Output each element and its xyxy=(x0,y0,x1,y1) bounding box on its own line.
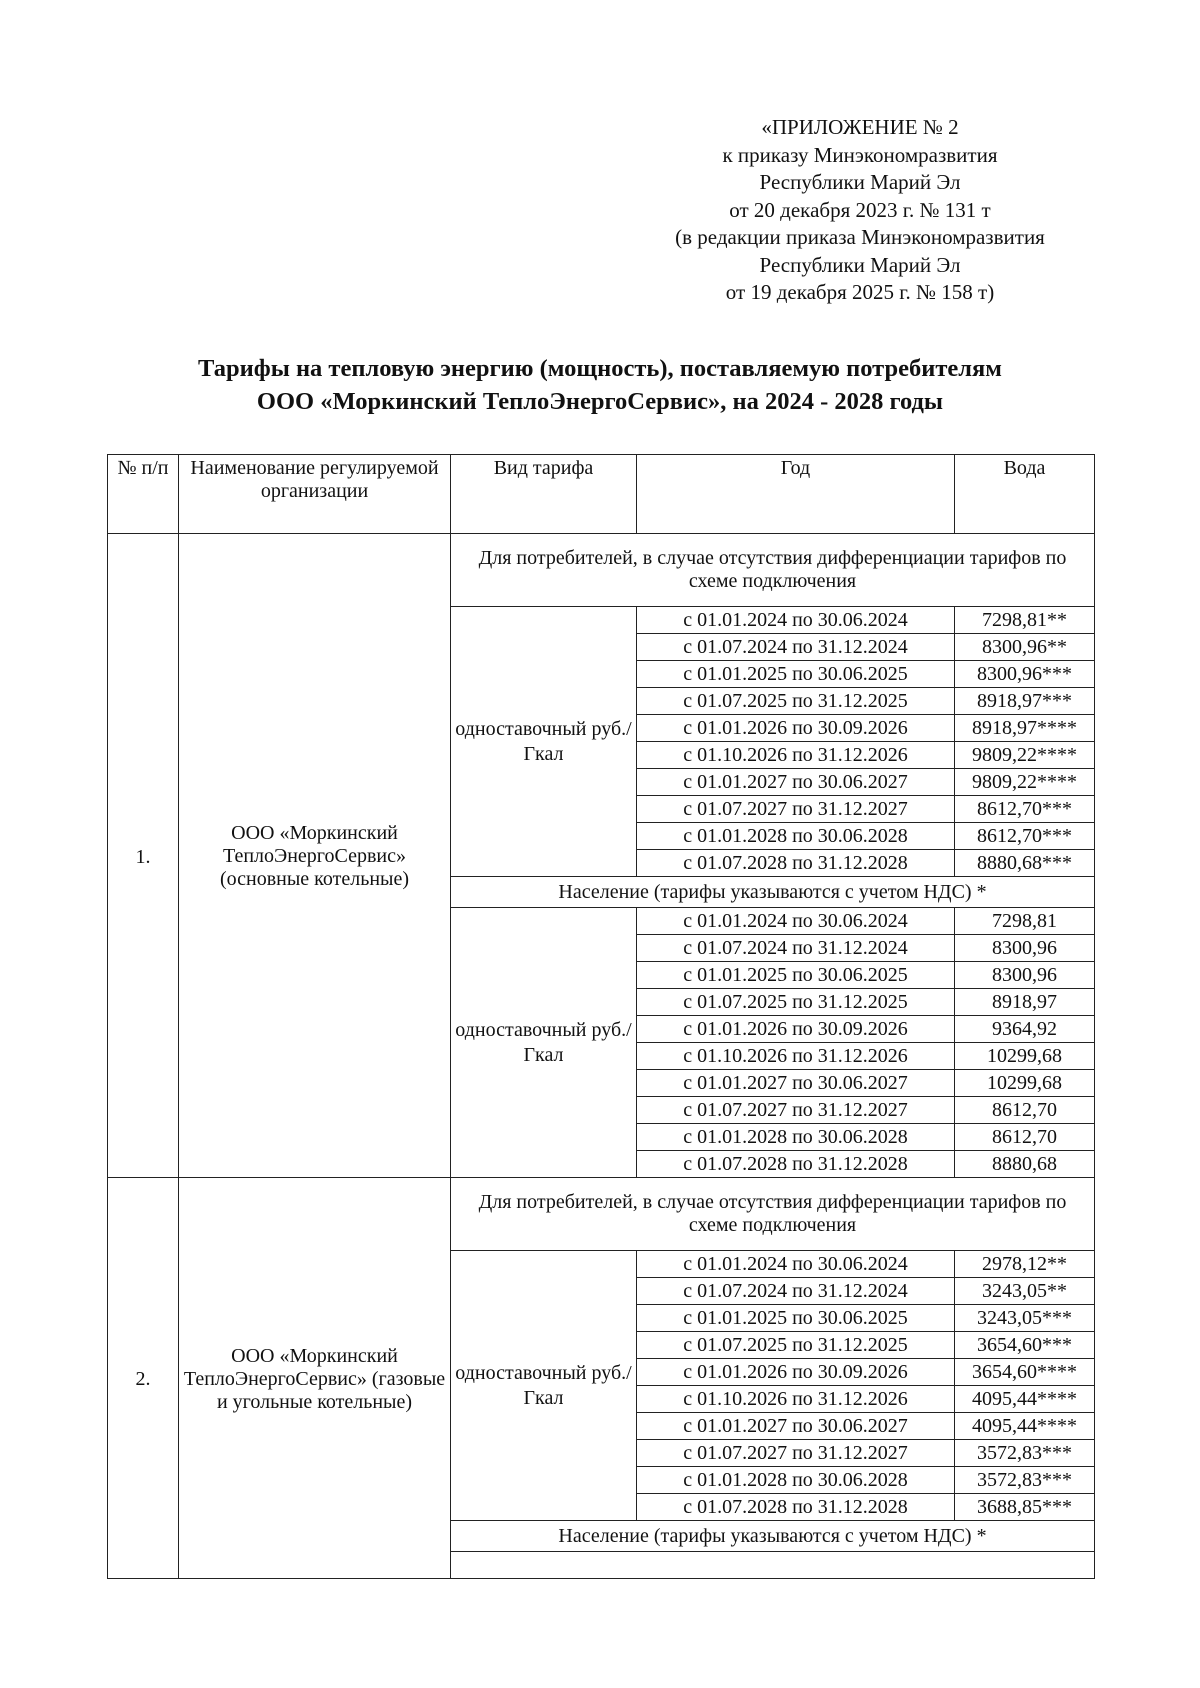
period-cell: с 01.07.2025 по 31.12.2025 xyxy=(637,989,955,1016)
section-number: 1. xyxy=(108,534,179,1178)
header-year: Год xyxy=(637,455,955,534)
period-cell: с 01.07.2027 по 31.12.2027 xyxy=(637,1440,955,1467)
section-label-row xyxy=(108,534,1095,607)
period-cell: с 01.01.2024 по 30.06.2024 xyxy=(637,908,955,935)
general-consumers-label: Для потребителей, в случае отсутствия дифференциации тарифов по схеме подключения xyxy=(451,534,1095,607)
population-label: Население (тарифы указываются с учетом НДС) * xyxy=(451,877,1095,908)
water-value-cell: 3654,60*** xyxy=(955,1332,1095,1359)
period-cell: с 01.10.2026 по 31.12.2026 xyxy=(637,742,955,769)
period-cell: с 01.01.2028 по 30.06.2028 xyxy=(637,1467,955,1494)
section-number: 2. xyxy=(108,1178,179,1579)
period-cell: с 01.01.2027 по 30.06.2027 xyxy=(637,1070,955,1097)
document-title xyxy=(100,352,1100,418)
water-value-cell: 3572,83*** xyxy=(955,1467,1095,1494)
period-cell: с 01.07.2024 по 31.12.2024 xyxy=(637,935,955,962)
period-cell: с 01.07.2028 по 31.12.2028 xyxy=(637,1151,955,1178)
water-value-cell: 7298,81** xyxy=(955,607,1095,634)
period-cell: с 01.01.2026 по 30.09.2026 xyxy=(637,715,955,742)
water-value-cell: 8612,70 xyxy=(955,1124,1095,1151)
water-value-cell: 10299,68 xyxy=(955,1070,1095,1097)
water-value-cell: 4095,44**** xyxy=(955,1386,1095,1413)
annex-header xyxy=(620,114,1100,307)
water-value-cell: 3688,85*** xyxy=(955,1494,1095,1521)
water-value-cell: 7298,81 xyxy=(955,908,1095,935)
water-value-cell: 9809,22**** xyxy=(955,742,1095,769)
annex-line: «ПРИЛОЖЕНИЕ № 2 xyxy=(761,115,959,139)
annex-line: к приказу Минэкономразвития xyxy=(722,142,998,167)
water-value-cell: 3572,83*** xyxy=(955,1440,1095,1467)
water-value-cell: 3243,05*** xyxy=(955,1305,1095,1332)
water-value-cell: 8918,97 xyxy=(955,989,1095,1016)
period-cell: с 01.10.2026 по 31.12.2026 xyxy=(637,1043,955,1070)
period-cell: с 01.01.2026 по 30.09.2026 xyxy=(637,1016,955,1043)
header-kind: Вид тарифа xyxy=(451,455,637,534)
header-org: Наименование регулируемой организации xyxy=(179,455,451,534)
annex-line: от 20 декабря 2023 г. № 131 т xyxy=(729,197,991,222)
population-label: Население (тарифы указываются с учетом НДС) * xyxy=(451,1521,1095,1552)
period-cell: с 01.07.2025 по 31.12.2025 xyxy=(637,688,955,715)
period-cell: с 01.07.2024 по 31.12.2024 xyxy=(637,1278,955,1305)
organization-name: ООО «Моркинский ТеплоЭнергоСервис» (основные котельные) xyxy=(179,534,451,1178)
empty-cell xyxy=(451,1552,1095,1579)
period-cell: с 01.01.2026 по 30.09.2026 xyxy=(637,1359,955,1386)
period-cell: с 01.07.2025 по 31.12.2025 xyxy=(637,1332,955,1359)
period-cell: с 01.01.2027 по 30.06.2027 xyxy=(637,1413,955,1440)
water-value-cell: 8300,96*** xyxy=(955,661,1095,688)
period-cell: с 01.10.2026 по 31.12.2026 xyxy=(637,1386,955,1413)
water-value-cell: 8918,97**** xyxy=(955,715,1095,742)
header-water: Вода xyxy=(955,455,1095,534)
water-value-cell: 8612,70*** xyxy=(955,796,1095,823)
water-value-cell: 8300,96 xyxy=(955,962,1095,989)
water-value-cell: 2978,12** xyxy=(955,1251,1095,1278)
tariff-kind: одноставочный руб./Гкал xyxy=(451,607,637,877)
period-cell: с 01.01.2028 по 30.06.2028 xyxy=(637,823,955,850)
period-cell: с 01.07.2027 по 31.12.2027 xyxy=(637,1097,955,1124)
water-value-cell: 9809,22**** xyxy=(955,769,1095,796)
period-cell: с 01.07.2027 по 31.12.2027 xyxy=(637,796,955,823)
tariff-kind: одноставочный руб./Гкал xyxy=(451,1251,637,1521)
water-value-cell: 3243,05** xyxy=(955,1278,1095,1305)
period-cell: с 01.01.2025 по 30.06.2025 xyxy=(637,962,955,989)
water-value-cell: 8918,97*** xyxy=(955,688,1095,715)
tariff-kind: одноставочный руб./Гкал xyxy=(451,908,637,1178)
period-cell: с 01.01.2024 по 30.06.2024 xyxy=(637,607,955,634)
water-value-cell: 3654,60**** xyxy=(955,1359,1095,1386)
period-cell: с 01.01.2028 по 30.06.2028 xyxy=(637,1124,955,1151)
period-cell: с 01.01.2025 по 30.06.2025 xyxy=(637,1305,955,1332)
period-cell: с 01.07.2024 по 31.12.2024 xyxy=(637,634,955,661)
annex-line: (в редакции приказа Минэкономразвития xyxy=(675,225,1045,249)
annex-line: Республики Марий Эл xyxy=(759,252,961,277)
water-value-cell: 8612,70*** xyxy=(955,823,1095,850)
water-value-cell: 8880,68*** xyxy=(955,850,1095,877)
period-cell: с 01.01.2025 по 30.06.2025 xyxy=(637,661,955,688)
water-value-cell: 8300,96 xyxy=(955,935,1095,962)
water-value-cell: 8880,68 xyxy=(955,1151,1095,1178)
header-num: № п/п xyxy=(108,455,179,534)
general-consumers-label: Для потребителей, в случае отсутствия дифференциации тарифов по схеме подключения xyxy=(451,1178,1095,1251)
title-line-1: Тарифы на тепловую энергию (мощность), поставляемую потребителям xyxy=(198,355,1002,382)
water-value-cell: 10299,68 xyxy=(955,1043,1095,1070)
water-value-cell: 9364,92 xyxy=(955,1016,1095,1043)
annex-line: Республики Марий Эл xyxy=(759,170,961,194)
tariff-table xyxy=(107,454,1095,1579)
water-value-cell: 8612,70 xyxy=(955,1097,1095,1124)
title-line-2: ООО «Моркинский ТеплоЭнергоСервис», на 2024 - 2028 годы xyxy=(256,388,944,415)
organization-name: ООО «Моркинский ТеплоЭнергоСервис» (газовые и угольные котельные) xyxy=(179,1178,451,1579)
water-value-cell: 8300,96** xyxy=(955,634,1095,661)
section-label-row xyxy=(108,1178,1095,1251)
period-cell: с 01.01.2027 по 30.06.2027 xyxy=(637,769,955,796)
period-cell: с 01.07.2028 по 31.12.2028 xyxy=(637,850,955,877)
period-cell: с 01.07.2028 по 31.12.2028 xyxy=(637,1494,955,1521)
period-cell: с 01.01.2024 по 30.06.2024 xyxy=(637,1251,955,1278)
annex-line: от 19 декабря 2025 г. № 158 т) xyxy=(725,280,995,304)
table-header-row xyxy=(108,455,1095,534)
water-value-cell: 4095,44**** xyxy=(955,1413,1095,1440)
